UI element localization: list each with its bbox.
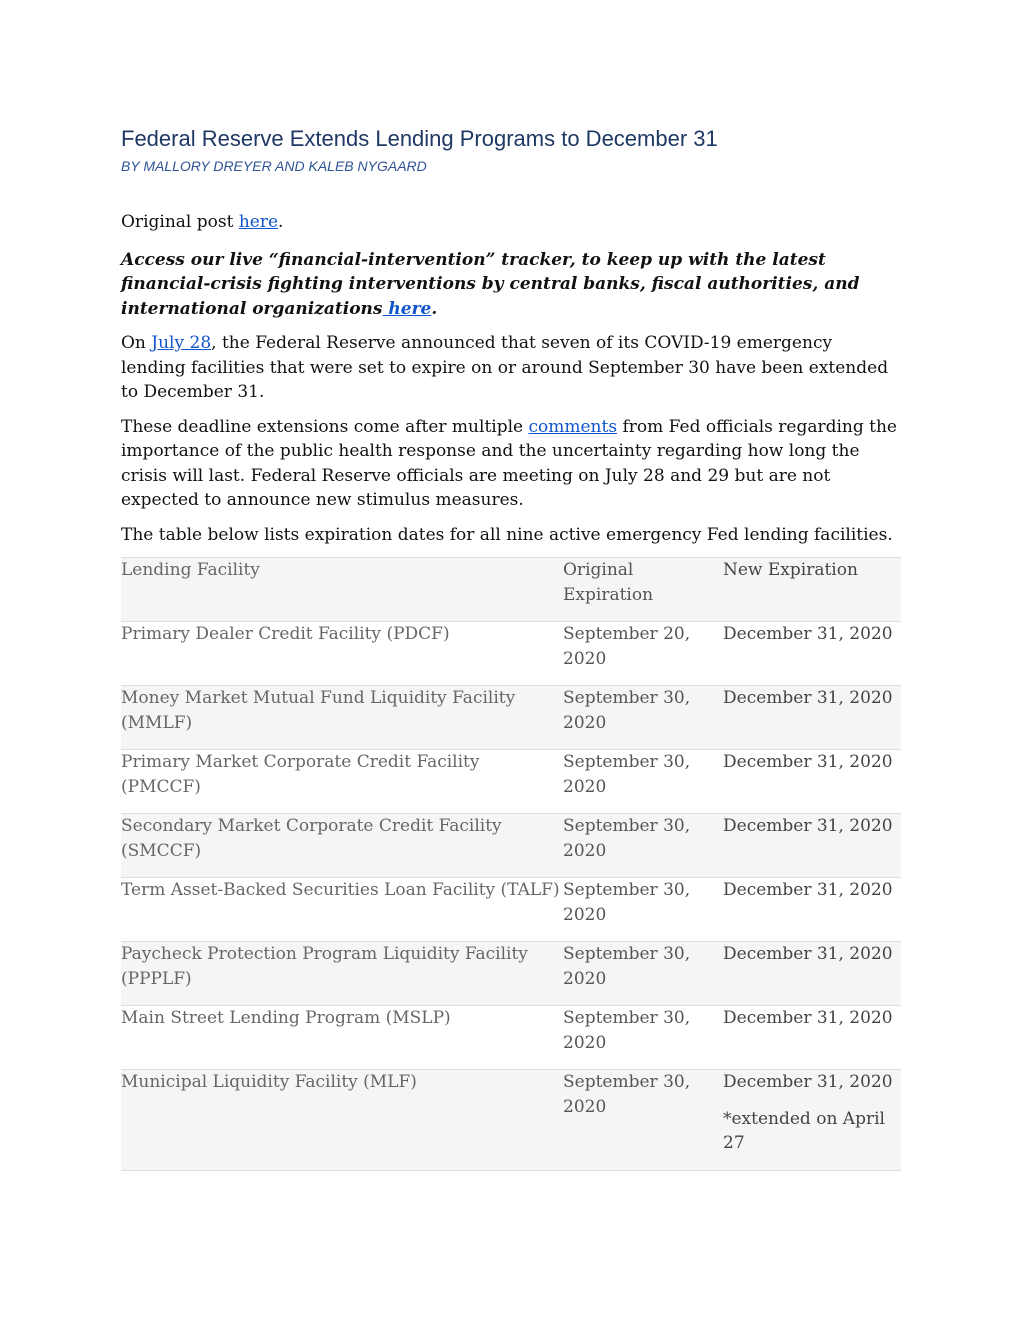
extension-note: *extended on April 27	[723, 1108, 885, 1153]
new-expiration: December 31, 2020	[723, 1072, 893, 1092]
facility-name: Paycheck Protection Program Liquidity Facility (PPPLF)	[121, 942, 563, 1006]
original-post-link[interactable]: here	[238, 212, 279, 232]
tracker-callout	[121, 248, 901, 322]
extensions-prefix: These deadline extensions come after multiple	[121, 416, 529, 437]
table-row	[121, 622, 901, 686]
new-expiration: December 31, 2020	[723, 750, 901, 814]
article	[121, 126, 901, 1171]
new-expiration: December 31, 2020	[723, 942, 901, 1006]
tracker-link[interactable]: here	[382, 298, 432, 319]
new-expiration: December 31, 2020	[723, 878, 901, 942]
table-header-row	[121, 558, 901, 622]
facility-name: Term Asset-Backed Securities Loan Facility (TALF)	[121, 878, 563, 942]
new-expiration: December 31, 2020	[723, 622, 901, 686]
new-expiration: December 31, 2020	[723, 686, 901, 750]
original-expiration: September 30, 2020	[563, 814, 723, 878]
table-row	[121, 878, 901, 942]
article-title: Federal Reserve Extends Lending Programs to December 31	[121, 126, 718, 151]
facility-name: Secondary Market Corporate Credit Facility (SMCCF)	[121, 814, 563, 878]
header-lending-facility: Lending Facility	[121, 558, 563, 622]
announcement-prefix: On	[121, 333, 152, 353]
table-row	[121, 814, 901, 878]
original-expiration: September 30, 2020	[563, 942, 723, 1006]
original-post-suffix: .	[278, 212, 284, 232]
tracker-callout-suffix: .	[431, 298, 438, 319]
announcement-paragraph	[121, 331, 901, 405]
header-original-expiration: Original Expiration	[563, 558, 723, 622]
extensions-text: from Fed officials regarding the importance of the public health response and the uncertainty regarding how long the crisis will last. Federal Reserve officials are meeting on July 28 and 29 but are not expected to announce new stimulus measures.	[121, 416, 897, 510]
table-intro: The table below lists expiration dates for all nine active emergency Fed lending facilities.	[121, 524, 893, 545]
facilities-table	[121, 557, 901, 1171]
facility-name: Money Market Mutual Fund Liquidity Facility (MMLF)	[121, 686, 563, 750]
new-expiration: December 31, 2020	[723, 814, 901, 878]
original-expiration: September 30, 2020	[563, 878, 723, 942]
table-row	[121, 750, 901, 814]
comments-link[interactable]: comments	[528, 416, 618, 437]
table-row	[121, 1070, 901, 1171]
facility-name: Main Street Lending Program (MSLP)	[121, 1006, 563, 1070]
original-post-prefix: Original post	[121, 212, 239, 232]
facility-name: Municipal Liquidity Facility (MLF)	[121, 1070, 563, 1171]
original-expiration: September 30, 2020	[563, 1006, 723, 1070]
original-expiration: September 30, 2020	[563, 750, 723, 814]
header-new-expiration: New Expiration	[723, 558, 901, 622]
original-expiration: September 20, 2020	[563, 622, 723, 686]
new-expiration-cell	[723, 1070, 901, 1171]
tracker-callout-text: Access our live “financial-intervention” tracker, to keep up with the latest financial-crisis fighting interventions by central banks, fiscal authorities, and international organizations	[121, 249, 860, 319]
original-expiration: September 30, 2020	[563, 686, 723, 750]
article-byline: BY MALLORY DREYER AND KALEB NYGAARD	[121, 158, 427, 174]
july-28-link[interactable]: July 28	[151, 333, 212, 353]
table-row	[121, 942, 901, 1006]
table-row	[121, 1006, 901, 1070]
extensions-paragraph	[121, 415, 901, 513]
original-expiration: September 30, 2020	[563, 1070, 723, 1171]
new-expiration: December 31, 2020	[723, 1006, 901, 1070]
announcement-text: , the Federal Reserve announced that seven of its COVID-19 emergency lending facilities that were set to expire on or around September 30 have been extended to December 31.	[121, 333, 889, 402]
original-post-line	[121, 210, 901, 235]
facility-name: Primary Market Corporate Credit Facility (PMCCF)	[121, 750, 563, 814]
facility-name: Primary Dealer Credit Facility (PDCF)	[121, 622, 563, 686]
table-row	[121, 686, 901, 750]
